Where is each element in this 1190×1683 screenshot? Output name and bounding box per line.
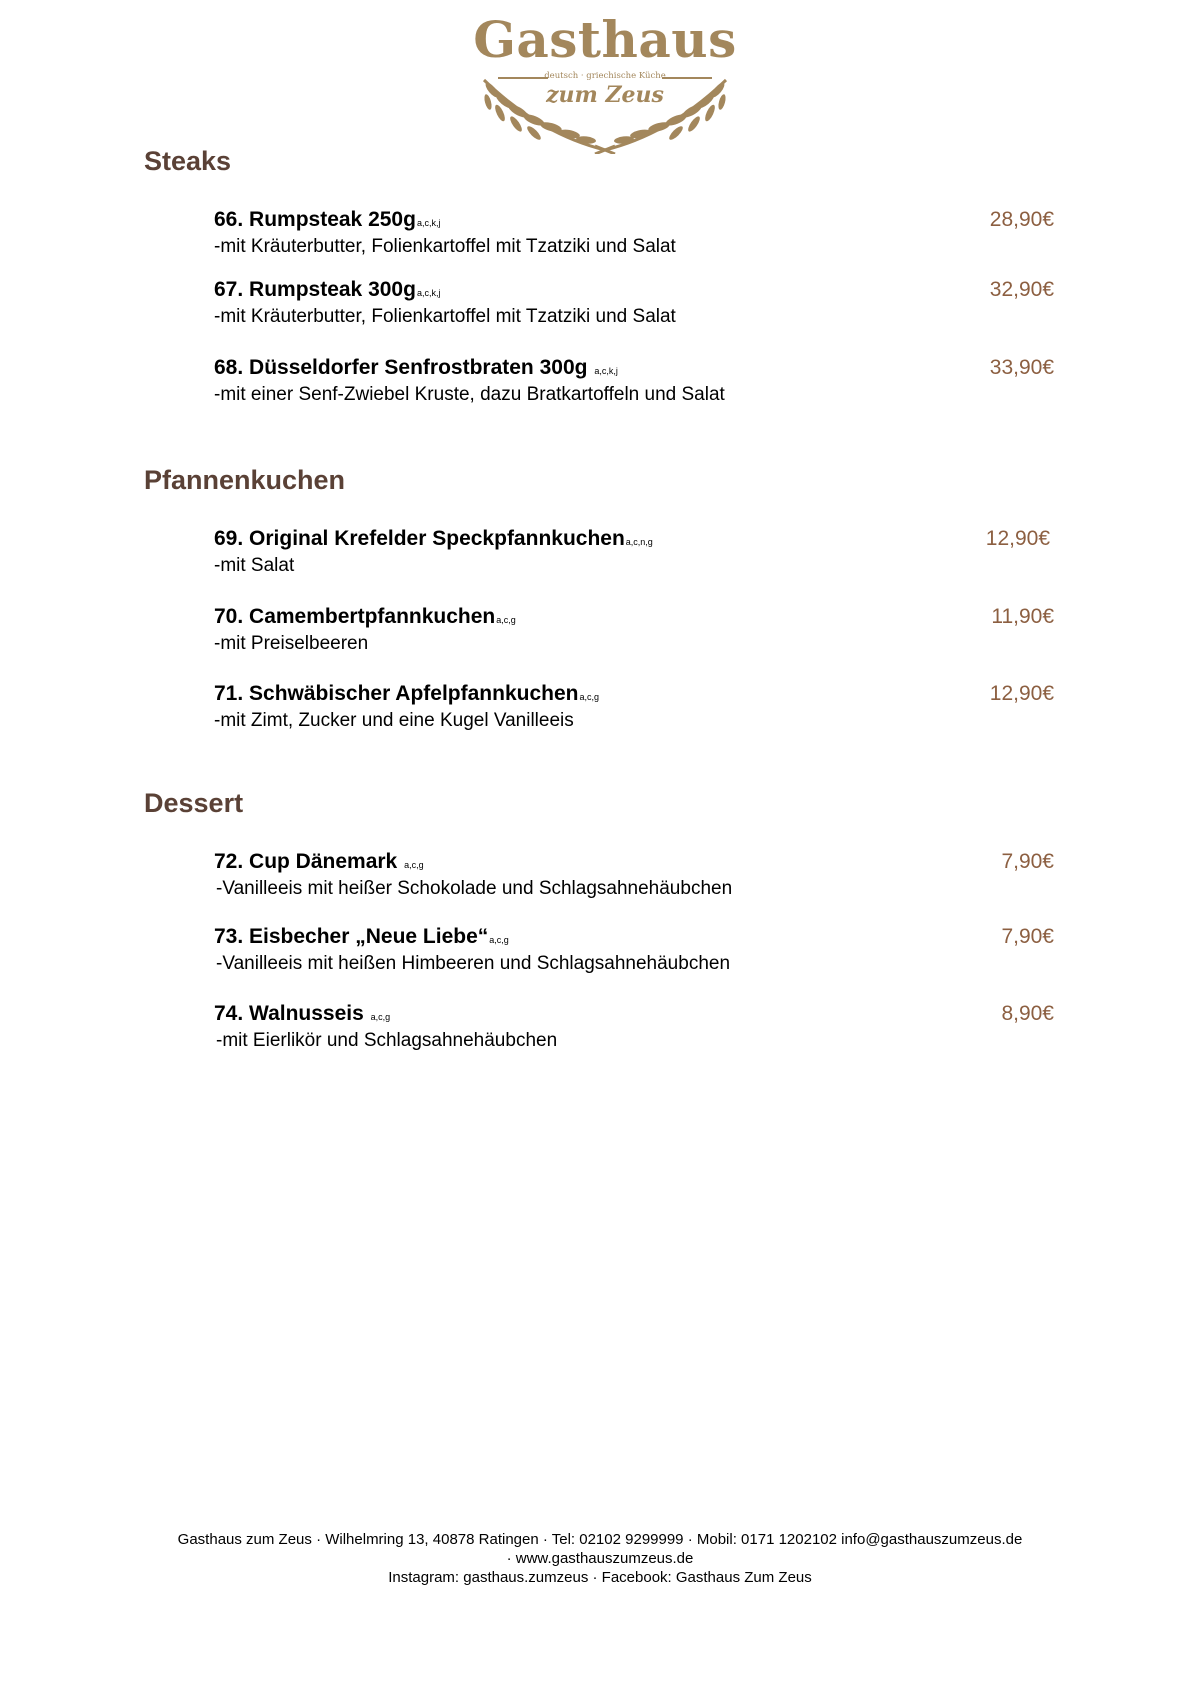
item-name: 68. Düsseldorfer Senfrostbraten 300g	[214, 356, 588, 379]
section-title-dessert: Dessert	[144, 788, 244, 818]
item-price: 7,90€	[1001, 925, 1054, 948]
item-name: 66. Rumpsteak 250g	[214, 208, 416, 231]
item-price: 8,90€	[1001, 1002, 1054, 1025]
item-price: 12,90€	[985, 527, 1050, 550]
item-name: 67. Rumpsteak 300g	[214, 278, 416, 301]
menu-item	[214, 356, 725, 406]
item-name: 71. Schwäbischer Apfelpfannkuchen	[214, 682, 579, 705]
item-price: 7,90€	[1001, 850, 1054, 873]
logo-tagline: zum Zeus	[546, 82, 664, 108]
item-description: -mit Kräuterbutter, Folienkartoffel mit Tzatziki und Salat	[214, 306, 676, 327]
menu-item	[214, 850, 732, 900]
menu-item	[214, 605, 516, 655]
menu-item	[214, 925, 730, 975]
section-title-pfannenkuchen: Pfannenkuchen	[144, 465, 346, 495]
item-description: -mit Salat	[214, 555, 295, 576]
item-allergens: a,c,g	[404, 860, 424, 870]
item-price: 28,90€	[989, 208, 1054, 231]
item-allergens: a,c,k,j	[416, 218, 441, 228]
menu-item	[214, 682, 599, 732]
item-description: -mit Kräuterbutter, Folienkartoffel mit Tzatziki und Salat	[214, 236, 676, 257]
item-allergens: a,c,g	[496, 615, 516, 625]
laurel-wreath-icon	[470, 74, 740, 154]
item-name: 74. Walnusseis	[214, 1002, 364, 1025]
item-allergens: a,c,k,j	[594, 366, 618, 376]
item-description: -Vanilleeis mit heißer Schokolade und Schlagsahnehäubchen	[216, 878, 733, 899]
footer-website-link[interactable]: · www.gasthauszumzeus.de	[506, 1550, 694, 1567]
item-price: 11,90€	[991, 605, 1054, 628]
item-description: -mit Zimt, Zucker und eine Kugel Vanilleeis	[214, 710, 574, 731]
item-description: -mit Preiselbeeren	[214, 633, 369, 654]
menu-item	[214, 1002, 557, 1052]
item-name: 70. Camembertpfannkuchen	[214, 605, 496, 628]
item-price: 32,90€	[989, 278, 1054, 301]
menu-item	[214, 527, 653, 577]
item-price: 33,90€	[989, 356, 1054, 379]
item-name: 73. Eisbecher „Neue Liebe“	[214, 925, 489, 948]
restaurant-logo	[470, 12, 740, 142]
section-title-steaks: Steaks	[144, 146, 232, 176]
item-price: 12,90€	[989, 682, 1054, 705]
item-description: -Vanilleeis mit heißen Himbeeren und Schlagsahnehäubchen	[216, 953, 731, 974]
item-allergens: a,c,g	[489, 935, 509, 945]
footer-address-line: Gasthaus zum Zeus · Wilhelmring 13, 40878 Ratingen · Tel: 02102 9299999 · Mobil: 0171 1202102 info@gasthauszumzeus.de	[177, 1531, 1023, 1548]
item-allergens: a,c,k,j	[416, 288, 441, 298]
item-description: -mit Eierlikör und Schlagsahnehäubchen	[216, 1030, 558, 1051]
item-description: -mit einer Senf-Zwiebel Kruste, dazu Bratkartoffeln und Salat	[214, 384, 725, 405]
item-allergens: a,c,n,g	[625, 537, 653, 547]
logo-title: Gasthaus	[473, 10, 737, 69]
item-allergens: a,c,g	[579, 692, 600, 702]
item-allergens: a,c,g	[370, 1012, 391, 1022]
item-name: 72. Cup Dänemark	[214, 850, 398, 873]
logo-subtitle: deutsch · griechische Küche	[544, 71, 666, 81]
item-name: 69. Original Krefelder Speckpfannkuchen	[214, 527, 625, 550]
footer-social-line: Instagram: gasthaus.zumzeus · Facebook: Gasthaus Zum Zeus	[388, 1569, 812, 1586]
footer-contact	[130, 1530, 1070, 1587]
menu-item	[214, 208, 676, 258]
menu-item	[214, 278, 676, 328]
